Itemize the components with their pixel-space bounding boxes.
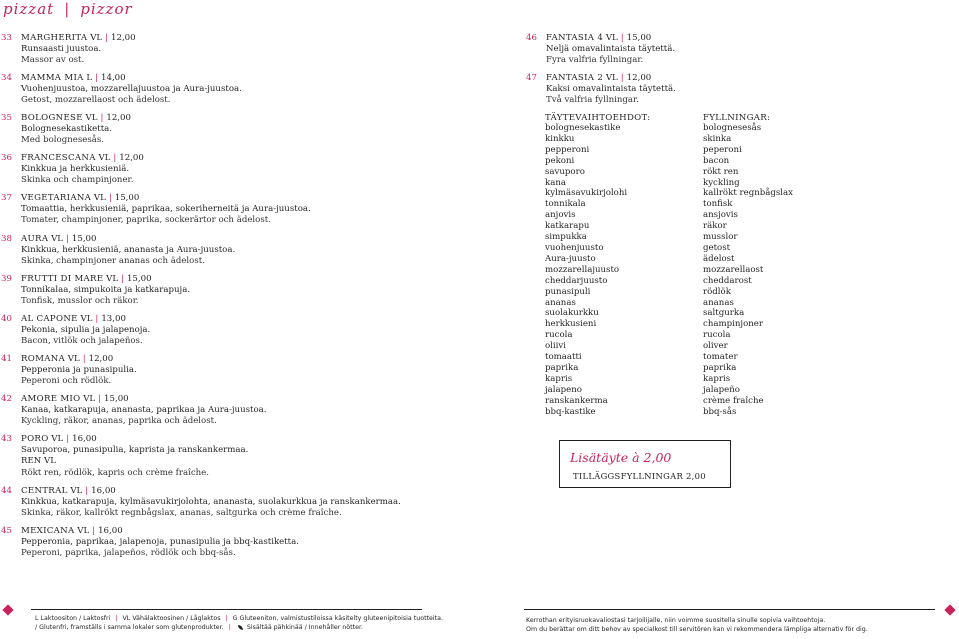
pizza-name: MAMMA MIA: [21, 73, 84, 83]
pizza-description-fi: Kanaa, katkarapuja, ananasta, paprikaa ja Aura-juustoa.: [21, 405, 267, 416]
pizza-item: [1, 73, 431, 107]
pizza-heading: [1, 434, 431, 445]
filling-item: pepperoni: [545, 144, 590, 155]
filling-item: tomaatti: [545, 352, 582, 363]
pizza-name: FANTASIA 4: [546, 33, 604, 43]
pizza-description-sv: Getost, mozzarellaost och ädelost.: [21, 95, 171, 106]
pizza-name: ROMANA: [21, 354, 66, 364]
pizza-name: MEXICANA: [21, 526, 75, 536]
pizza-description-sv: Peperoni och rödlök.: [21, 376, 112, 387]
pizza-item: [1, 486, 431, 520]
footer-diamond-left: [2, 604, 13, 615]
pizza-price: 15,00: [71, 234, 97, 244]
pizza-item: [1, 394, 431, 428]
pizza-description-sv: Rökt ren, rödlök, kapris och crème fraîche.: [21, 467, 209, 478]
legend-gluten-free: G Gluteeniton, valmistustiloissa käsitelty gluteenipitoisia tuotteita.: [232, 615, 443, 622]
filling-item: kylmäsavukirjolohi: [545, 188, 628, 199]
pizza-name: MARGHERITA: [21, 33, 88, 43]
filling-item: ranskankerma: [545, 395, 608, 406]
pizza-description-sv: Två valfria fyllningar.: [546, 95, 639, 106]
pizza-number: 42: [1, 394, 12, 404]
filling-item: kinkku: [545, 133, 575, 144]
pizza-name: AL CAPONE: [21, 314, 78, 324]
filling-item: anjovis: [545, 210, 576, 221]
pizza-number: 37: [1, 193, 12, 203]
filling-item: bbq-kastike: [545, 406, 596, 417]
pizza-heading: [1, 113, 431, 124]
pizza-description-fi: Savuporoa, punasipulia, kaprista ja ranskankermaa.: [21, 445, 249, 456]
price-separator: |: [66, 434, 70, 444]
pizza-number: 41: [1, 354, 12, 364]
pizza-item: [526, 73, 956, 107]
filling-item: skinka: [703, 133, 732, 144]
pizza-diet-tag: VL: [93, 193, 106, 203]
pizza-description-fi: Pekonia, sipulia ja jalapenoja.: [21, 325, 151, 336]
pizza-price: 14,00: [101, 73, 126, 83]
filling-item: bacon: [703, 155, 730, 166]
pizza-name: PORO: [21, 434, 49, 444]
extra-filling-box: [559, 440, 731, 488]
price-separator: |: [95, 314, 99, 324]
filling-item: punasipuli: [545, 286, 591, 297]
filling-item: bolognesesås: [703, 123, 762, 133]
pizza-description-sv: Bacon, vitlök och jalapeños.: [21, 336, 143, 347]
pizza-diet-tag: VL: [51, 434, 64, 444]
legend-lactose-free: L Laktoositon / Laktosfri: [35, 615, 111, 622]
pizza-heading: [526, 33, 956, 44]
pizza-description-sv: Fyra valfria fyllningar.: [546, 55, 644, 66]
filling-item: ansjovis: [703, 210, 738, 221]
pizza-name: AMORE MIO: [21, 394, 81, 404]
filling-item: rucola: [545, 330, 573, 341]
pizza-item: [1, 434, 431, 479]
footer-rule-right: [524, 609, 935, 610]
pizza-heading: [1, 526, 431, 537]
pizza-diet-tag: VL: [85, 113, 98, 123]
pizza-price: 16,00: [91, 486, 116, 496]
pizza-description-fi: Tonnikalaa, simpukoita ja katkarapuja.: [21, 285, 191, 296]
footer-rule-left: [31, 609, 422, 610]
pizza-price: 15,00: [114, 193, 140, 203]
pizza-price: 15,00: [104, 394, 129, 404]
pizza-item: [1, 234, 431, 268]
filling-item: cheddarost: [703, 275, 752, 286]
pizza-description-sv: Kyckling, räkor, ananas, paprika och ädelost.: [21, 416, 217, 427]
extra-filling-label-sv: TILLÄGGSFYLLNINGAR: [573, 471, 684, 481]
price-separator: |: [121, 274, 124, 284]
pizza-item: [1, 193, 431, 227]
filling-item: kana: [545, 177, 566, 188]
pizza-heading: [1, 354, 431, 365]
filling-item: mozzarellaost: [703, 264, 764, 275]
price-separator: |: [108, 193, 112, 203]
pizza-heading: [1, 394, 431, 405]
pizza-heading: [1, 274, 431, 285]
fillings-sv-list: [703, 123, 793, 417]
price-separator: |: [105, 33, 109, 43]
price-separator: |: [98, 394, 102, 404]
pizza-diet-tag: VL: [70, 486, 83, 496]
pizza-name: CENTRAL: [21, 486, 68, 496]
footer-diamond-right: [944, 604, 955, 615]
pizza-number: 33: [1, 33, 12, 43]
pizza-diet-tag: VL: [605, 33, 618, 43]
filling-item: crème fraîche: [703, 395, 764, 406]
page-title: [3, 0, 133, 18]
filling-item: cheddarjuusto: [545, 275, 608, 286]
pizza-description-sv: Med bolognesesås.: [21, 135, 105, 146]
filling-item: paprika: [703, 362, 737, 373]
price-separator: |: [95, 73, 99, 83]
pizza-heading: [1, 486, 431, 497]
pizza-item: [526, 33, 956, 67]
filling-item: rödlök: [703, 286, 731, 297]
pizza-heading: [1, 33, 431, 44]
extra-filling-price: 2,00: [686, 471, 706, 481]
pizza-heading: [1, 234, 431, 245]
pizza-name: BOLOGNESE: [21, 113, 83, 123]
filling-item: jalapeño: [703, 384, 740, 395]
filling-item: tonnikala: [545, 199, 586, 210]
filling-item: kapris: [703, 373, 731, 384]
pizza-number: 43: [1, 434, 12, 444]
pizza-heading: [526, 73, 956, 84]
pizza-description-fi: Neljä omavalintaista täytettä.: [546, 44, 676, 55]
pizza-diet-tag: VL: [67, 354, 80, 364]
pizza-description-fi: Kinkkua, herkkusieniä, ananasta ja Aura-juustoa.: [21, 245, 236, 256]
pizza-price: 16,00: [72, 434, 97, 444]
pizza-number: 39: [1, 274, 12, 284]
filling-item: bolognesekastike: [545, 123, 621, 133]
pizza-description-fi: Pepperonia, paprikaa, jalapenoja, punasipulia ja bbq-kastiketta.: [21, 537, 299, 548]
pizza-description-fi: Bolognesekastiketta.: [21, 124, 113, 135]
pizza-price: 12,00: [106, 113, 131, 123]
filling-item: peperoni: [703, 144, 742, 155]
pizza-item: [1, 314, 431, 348]
pizza-diet-tag: VL: [51, 234, 63, 244]
pizza-heading: [1, 153, 431, 164]
pizza-number: 44: [1, 486, 12, 496]
extra-filling-label: [573, 471, 706, 481]
legend-gluten-free-sv: / Glutenfri, framställs i samma lokaler som glutenprodukter.: [35, 624, 224, 632]
filling-item: Aura-juusto: [545, 253, 596, 264]
pizza-description-fi: Runsaasti juustoa.: [21, 44, 102, 55]
pizza-price: 12,00: [119, 153, 144, 163]
filling-item: rucola: [703, 330, 731, 341]
pizza-description-sv: Skinka och champinjoner.: [21, 175, 134, 186]
pizza-diet-tag: VL: [90, 33, 103, 43]
filling-item: tonfisk: [703, 199, 733, 210]
nut-leaf-icon: [238, 625, 243, 630]
pizza-price: 12,00: [111, 33, 136, 43]
extra-filling-title: Lisätäyte à 2,00: [570, 450, 672, 465]
pizza-price: 15,00: [126, 274, 152, 284]
footer-note-fi: Kerrothan erityisruokavaliostasi tarjoilijalle, niin voimme suositella sinulle sopivia vaihtoehtoja.: [526, 617, 826, 624]
footer-note: [526, 616, 868, 634]
pizza-description-sv: Skinka, champinjoner ananas och ädelost.: [21, 256, 205, 267]
price-separator: |: [82, 354, 86, 364]
pizza-diet-tag: VL: [77, 526, 90, 536]
pizza-number: 34: [1, 73, 12, 83]
filling-item: kapris: [545, 373, 573, 384]
price-separator: |: [113, 153, 117, 163]
pizza-price: 12,00: [88, 354, 114, 364]
pizza-number: 36: [1, 153, 12, 163]
pizza-item: [1, 153, 431, 187]
filling-item: musslor: [703, 232, 738, 243]
fillings-fi-title: TÄYTEVAIHTOEHDOT:: [545, 113, 651, 123]
filling-item: kyckling: [703, 177, 740, 188]
filling-item: getost: [703, 242, 731, 253]
pizza-diet-tag: VL: [106, 274, 119, 284]
filling-item: ananas: [703, 297, 734, 308]
filling-item: champinjoner: [703, 319, 763, 330]
pizza-description-sv: Peperoni, paprika, jalapeños, rödlök och bbq-sås.: [21, 548, 236, 559]
pizza-item: [1, 354, 431, 388]
pizza-item: [1, 113, 431, 147]
filling-item: ananas: [545, 297, 576, 308]
pizza-description-sv: Massor av ost.: [21, 55, 85, 66]
filling-item: pekoni: [545, 155, 575, 166]
pizza-price: 15,00: [626, 33, 652, 43]
pizza-diet-tag: VL: [83, 394, 96, 404]
pizza-number: 46: [526, 33, 537, 43]
filling-item: savuporo: [545, 166, 585, 177]
filling-item: simpukka: [545, 232, 587, 243]
filling-item: mozzarellajuusto: [545, 264, 620, 275]
pizza-number: 38: [1, 234, 12, 244]
pizza-diet-tag: VL: [605, 73, 618, 83]
title-sv: pizzor: [80, 0, 133, 18]
pizza-description-sv: Tonfisk, musslor och räkor.: [21, 296, 139, 307]
filling-item: räkor: [703, 221, 727, 232]
pizza-price: 12,00: [626, 73, 652, 83]
legend-nuts: Sisältää pähkinää / Innehåller nötter.: [246, 624, 363, 632]
pizza-heading: [1, 193, 431, 204]
pizza-description-fi: Pepperonia ja punasipulia.: [21, 365, 137, 376]
pizza-heading: [1, 73, 431, 84]
price-separator: |: [100, 113, 104, 123]
pizza-number: 40: [1, 314, 12, 324]
title-separator: |: [64, 0, 71, 18]
footer-note-sv: Om du berättar om ditt behov av specialkost till servitören kan vi rekommendera lämpliga alternativ för dig.: [526, 626, 868, 634]
fillings-sv-title: FYLLNINGAR:: [703, 113, 771, 123]
price-separator: |: [65, 234, 69, 244]
pizza-name: FRUTTI DI MARE: [21, 274, 104, 284]
price-separator: |: [620, 73, 624, 83]
filling-item: saltgurka: [703, 308, 745, 319]
filling-item: herkkusieni: [545, 319, 597, 330]
filling-item: kallrökt regnbågslax: [703, 188, 793, 199]
pizza-description-fi: Tomaattia, herkkusieniä, paprikaa, sokeriherneitä ja Aura-juustoa.: [21, 204, 311, 215]
pizza-item: [1, 526, 431, 560]
filling-item: paprika: [545, 362, 579, 373]
filling-item: vuohenjuusto: [545, 242, 604, 253]
pizza-diet-tag: VL: [98, 153, 111, 163]
fillings-sv: [703, 113, 793, 417]
legend-low-lactose: VL Vähälaktoosinen / Låglaktos: [122, 615, 221, 622]
price-separator: |: [85, 486, 89, 496]
filling-item: oliivi: [545, 341, 567, 352]
pizza-number: 47: [526, 73, 537, 83]
pizza-number: 45: [1, 526, 12, 536]
pizza-description-fi: Kinkkua, katkarapuja, kylmäsavukirjolohta, ananasta, suolakurkkua ja ranskankermaa.: [21, 497, 401, 508]
pizza-price: 16,00: [98, 526, 123, 536]
filling-item: bbq-sås: [703, 406, 737, 417]
pizza-name: AURA: [21, 234, 49, 244]
pizza-subtitle-sv: REN VL: [21, 456, 56, 467]
pizza-description-sv: Tomater, champinjoner, paprika, sockerärtor och ädelost.: [21, 215, 271, 226]
price-separator: |: [620, 33, 624, 43]
pizza-price: 13,00: [101, 314, 126, 324]
filling-item: jalapeno: [545, 384, 582, 395]
filling-item: rökt ren: [703, 166, 739, 177]
pizza-name: FRANCESCANA: [21, 153, 96, 163]
filling-item: tomater: [703, 352, 738, 363]
pizza-description-fi: Kaksi omavalintaista täytettä.: [546, 84, 676, 95]
title-fi: pizzat: [3, 0, 55, 18]
fillings-fi: [545, 113, 650, 417]
pizza-item: [1, 274, 431, 308]
filling-item: ädelost: [703, 253, 735, 264]
pizza-name: VEGETARIANA: [21, 193, 92, 203]
pizza-description-fi: Kinkkua ja herkkusieniä.: [21, 164, 130, 175]
pizza-diet-tag: L: [86, 73, 93, 83]
price-separator: |: [92, 526, 96, 536]
pizza-item: [1, 33, 431, 67]
filling-item: suolakurkku: [545, 308, 599, 319]
fillings-fi-list: [545, 123, 650, 417]
filling-item: oliver: [703, 341, 728, 352]
pizza-number: 35: [1, 113, 12, 123]
pizza-name: FANTASIA 2: [546, 73, 604, 83]
footer-legend: L Laktoositon / Laktosfri | VL Vähälaktoosinen / Låglaktos | G Gluteeniton, valmistustiloissa käsitelty gluteenipitoisia tuotteita. / Glutenfri, framställs i samma lokaler som glutenprodukter. | Sisältää pähkinää / Innehåller nötter.: [35, 615, 443, 632]
pizza-heading: [1, 314, 431, 325]
filling-item: katkarapu: [545, 221, 590, 232]
pizza-description-fi: Vuohenjuustoa, mozzarellajuustoa ja Aura-juustoa.: [21, 84, 242, 95]
pizza-description-sv: Skinka, räkor, kallrökt regnbågslax, ananas, saltgurka och crème fraîche.: [21, 508, 342, 519]
pizza-diet-tag: VL: [80, 314, 93, 324]
